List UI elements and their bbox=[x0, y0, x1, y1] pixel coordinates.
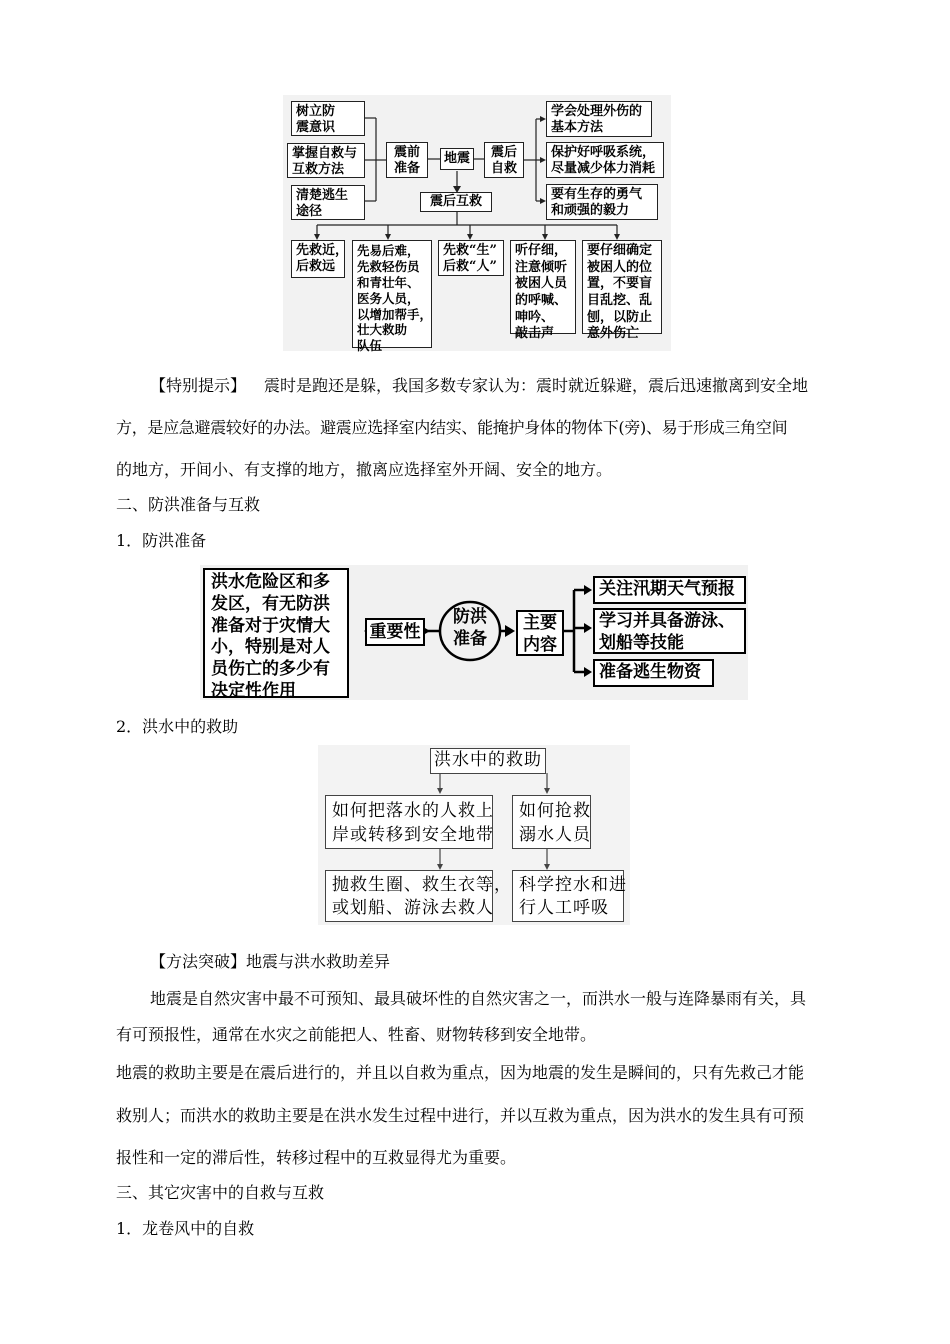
throw-lifebuoy: 抛救生圈、救生衣等， 或划船、游泳去救人 bbox=[325, 870, 493, 922]
pre-item-escape: 清楚逃生 途径 bbox=[291, 185, 365, 220]
cpr-method: 科学控水和进 行人工呼吸 bbox=[512, 870, 624, 922]
mutual-item-easy-first: 先易后难， 先救轻伤员 和青壮年、 医务人员， 以增加帮手， 壮大救助 队伍 bbox=[352, 240, 432, 348]
flood-rescue-title: 洪水中的救助 bbox=[430, 748, 546, 774]
tip-line-3: 的地方，开间小、有支撑的地方，撤离应选择室外开阔、安全的地方。 bbox=[116, 460, 613, 479]
mutual-item-alive-first: 先救“生” 后救“人” bbox=[438, 240, 504, 276]
subsection-flood-prep: 1．防洪准备 bbox=[116, 531, 207, 550]
method-label: 【方法突破】 bbox=[150, 952, 247, 971]
earthquake-center: 地震 bbox=[440, 148, 474, 170]
tip-line-2: 方，是应急避震较好的办法。避震应选择室内结实、能掩护身体的物体下(旁)、易于形成三角空间 bbox=[116, 418, 788, 437]
method-p2-line-3: 报性和一定的滞后性，转移过程中的互救显得尤为重要。 bbox=[116, 1148, 517, 1167]
content-item-supplies: 准备逃生物资 bbox=[593, 659, 714, 687]
section-2-heading: 二、防洪准备与互救 bbox=[116, 495, 261, 514]
method-title: 地震与洪水救助差异 bbox=[246, 952, 391, 971]
tip-label: 【特别提示】 bbox=[150, 376, 247, 395]
mutual-item-locate: 要仔细确定 被困人的位 置，不要盲 目乱挖、乱 刨，以防止 意外伤亡 bbox=[582, 240, 662, 334]
pre-item-methods: 掌握自救与 互救方法 bbox=[287, 143, 365, 178]
self-item-wounds: 学会处理外伤的 基本方法 bbox=[546, 101, 652, 137]
subsection-tornado: 1．龙卷风中的自救 bbox=[116, 1219, 255, 1238]
post-quake-mutual-rescue: 震后互救 bbox=[420, 192, 492, 212]
importance-label: 重要性 bbox=[365, 618, 425, 646]
mutual-item-near-first: 先救近， 后救远 bbox=[291, 240, 345, 278]
self-item-courage: 要有生存的勇气 和顽强的毅力 bbox=[546, 184, 658, 220]
pre-item-awareness: 树立防 震意识 bbox=[291, 101, 365, 136]
flood-prep-center: 防洪 准备 bbox=[453, 607, 487, 649]
section-3-heading: 三、其它灾害中的自救与互救 bbox=[116, 1183, 325, 1202]
self-item-breathing: 保护好呼吸系统， 尽量减少体力消耗 bbox=[546, 142, 664, 178]
tip-line-1: 【特别提示】 震时是跑还是躲，我国多数专家认为：震时就近躲避，震后迅速撤离到安全地 bbox=[150, 376, 809, 395]
flood-importance-text: 洪水危险区和多 发区，有无防洪 准备对于灾情大 小，特别是对人 员伤亡的多少有 决定性作用 bbox=[203, 568, 349, 698]
rescue-drowning: 如何抢救 溺水人员 bbox=[512, 795, 591, 849]
main-content-label: 主要 内容 bbox=[516, 610, 564, 656]
method-p2-line-1: 地震的救助主要是在震后进行的，并且以自救为重点，因为地震的发生是瞬间的，只有先救己才能 bbox=[116, 1063, 805, 1082]
subsection-flood-rescue: 2．洪水中的救助 bbox=[116, 717, 239, 736]
pre-quake-prep: 震前 准备 bbox=[386, 142, 428, 178]
post-quake-self-rescue: 震后 自救 bbox=[484, 142, 524, 178]
method-p1-line-2: 有可预报性，通常在水灾之前能把人、牲畜、财物转移到安全地带。 bbox=[116, 1025, 597, 1044]
content-item-weather: 关注汛期天气预报 bbox=[593, 576, 746, 604]
rescue-to-shore: 如何把落水的人救上 岸或转移到安全地带 bbox=[325, 795, 493, 849]
method-heading bbox=[150, 952, 390, 972]
method-p1-line-1: 地震是自然灾害中最不可预知、最具破坏性的自然灾害之一，而洪水一般与连降暴雨有关，具 bbox=[150, 989, 807, 1008]
content-item-swim: 学习并具备游泳、 划船等技能 bbox=[593, 608, 746, 654]
mutual-item-listen: 听仔细， 注意倾听 被困人员 的呼喊、 呻吟、 敲击声 bbox=[510, 240, 576, 334]
method-p2-line-2: 救别人；而洪水的救助主要是在洪水发生过程中进行，并以互救为重点，因为洪水的发生具有可预 bbox=[116, 1106, 805, 1125]
